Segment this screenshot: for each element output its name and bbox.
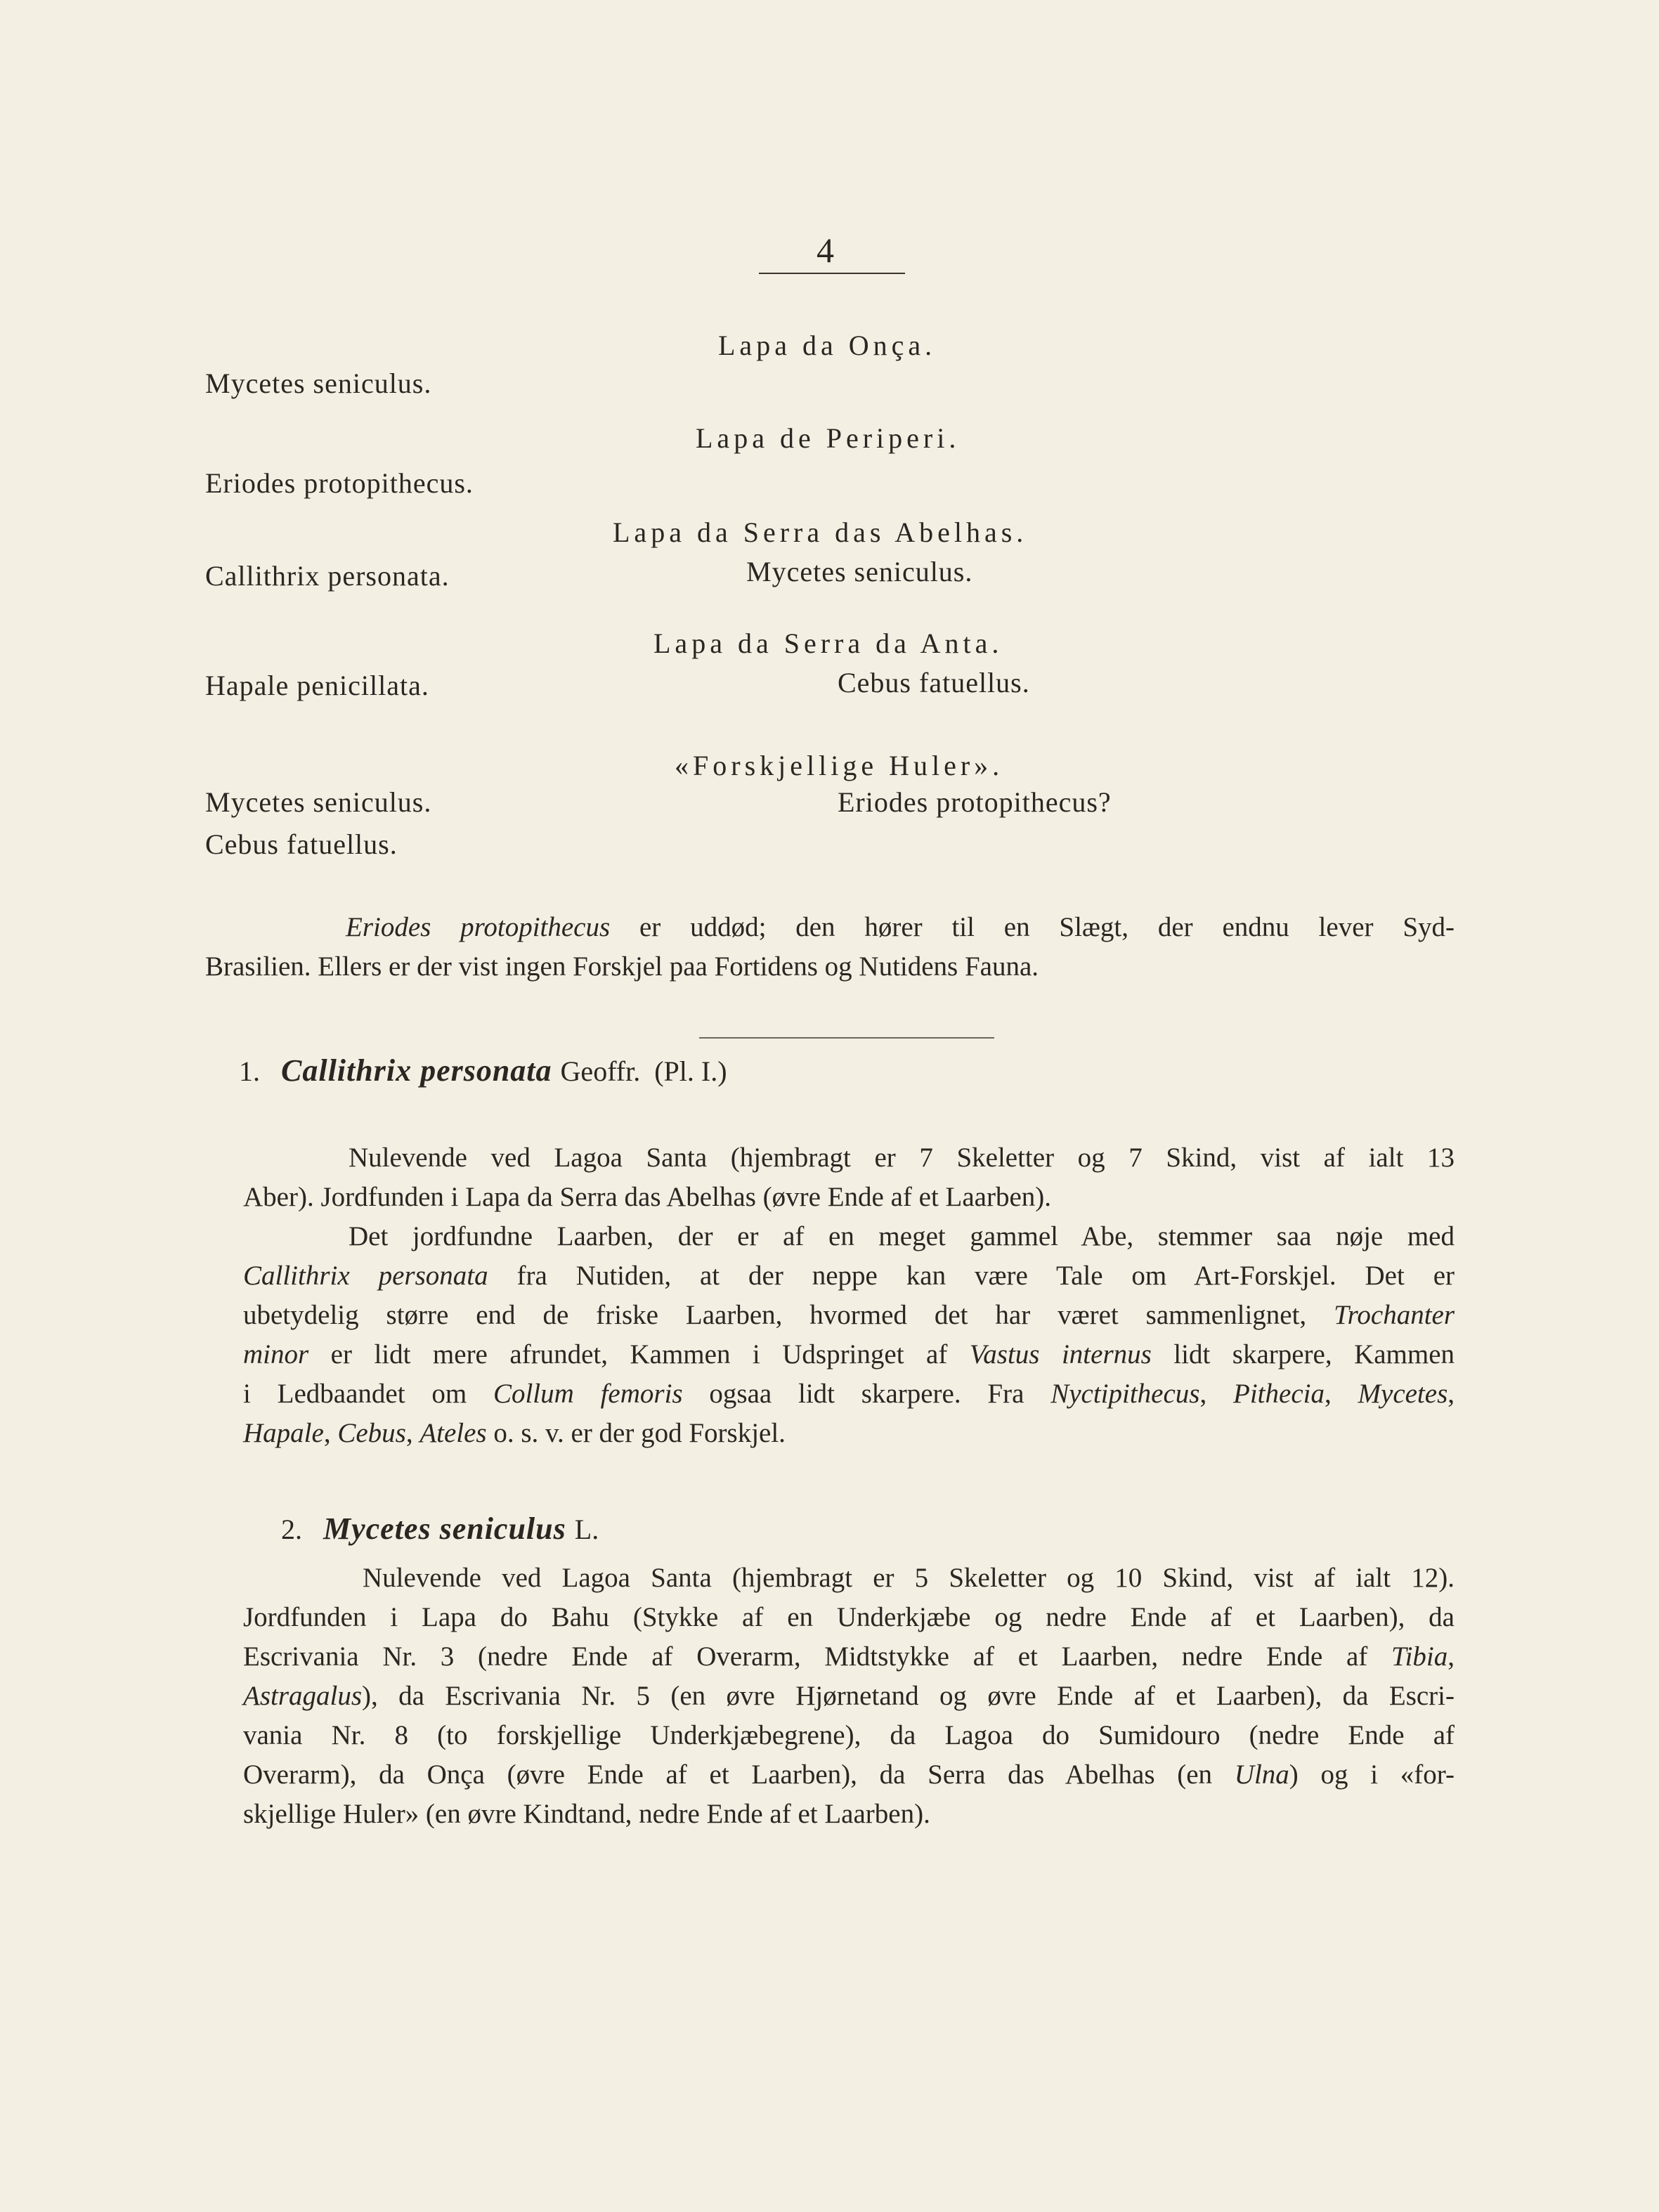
locality-lapa-da-onca: Lapa da Onça. xyxy=(718,330,937,361)
section-1-taxon: Callithrix personata xyxy=(281,1053,552,1088)
note-line-1: Eriodes protopithecus er uddød; den hører til en Slægt, der endnu lever Syd- xyxy=(346,912,1455,942)
section-1-author: Geoffr. xyxy=(560,1055,641,1087)
left-species-1: Mycetes seniculus. xyxy=(205,367,432,399)
species-huler: Eriodes protopithecus? xyxy=(838,786,1112,818)
section-2-line-5: vania Nr. 8 (to forskjellige Underkjæbegrene), da Lagoa do Sumidouro (nedre Ende af xyxy=(243,1720,1455,1750)
section-1-line-4: Callithrix personata fra Nutiden, at der neppe kan være Tale om Art-Forskjel. Det er xyxy=(243,1261,1455,1291)
section-1-number: 1. xyxy=(239,1055,260,1087)
species-abelhas: Mycetes seniculus. xyxy=(746,556,973,587)
section-2-line-2: Jordfunden i Lapa do Bahu (Stykke af en Underkjæbe og nedre Ende af et Laarben), da xyxy=(243,1602,1455,1632)
page-number: 4 xyxy=(817,230,834,270)
section-1-line-3: Det jordfundne Laarben, der er af en meget gammel Abe, stemmer saa nøje med xyxy=(349,1221,1455,1251)
section-divider xyxy=(699,1037,994,1039)
left-species-6: Cebus fatuellus. xyxy=(205,828,398,860)
section-2-author: L. xyxy=(574,1514,599,1545)
page-number-rule xyxy=(759,273,905,274)
section-1-plate: (Pl. I.) xyxy=(654,1055,727,1087)
section-2-line-7: skjellige Huler» (en øvre Kindtand, nedre Ende af et Laarben). xyxy=(243,1799,930,1829)
left-species-5: Mycetes seniculus. xyxy=(205,786,432,818)
section-1-line-7: i Ledbaandet om Collum femoris ogsaa lidt skarpere. Fra Nyctipithecus, Pithecia, Mycetes, xyxy=(243,1379,1455,1409)
section-2-taxon: Mycetes seniculus xyxy=(323,1511,566,1546)
note-line-2: Brasilien. Ellers er der vist ingen Forskjel paa Fortidens og Nutidens Fauna. xyxy=(205,951,1039,982)
left-species-3: Callithrix personata. xyxy=(205,560,450,592)
section-2-body xyxy=(243,1559,1455,1834)
section-1-line-2: Aber). Jordfunden i Lapa da Serra das Abelhas (øvre Ende af et Laarben). xyxy=(243,1182,1052,1212)
locality-lapa-de-periperi: Lapa de Periperi. xyxy=(696,422,961,454)
section-2-line-1: Nulevende ved Lagoa Santa (hjembragt er 5 Skeletter og 10 Skind, vist af ialt 12). xyxy=(363,1563,1455,1593)
section-1-heading xyxy=(239,1053,727,1088)
section-1-body xyxy=(243,1138,1455,1453)
left-species-2: Eriodes protopithecus. xyxy=(205,467,474,499)
section-1-line-1: Nulevende ved Lagoa Santa (hjembragt er 7 Skeletter og 7 Skind, vist af ialt 13 xyxy=(349,1143,1455,1173)
note-paragraph xyxy=(205,908,1455,987)
species-name-italic: Eriodes protopithecus xyxy=(346,912,611,942)
left-species-4: Hapale penicillata. xyxy=(205,670,429,701)
section-2-heading xyxy=(281,1511,599,1547)
locality-serra-das-abelhas: Lapa da Serra das Abelhas. xyxy=(613,516,1028,548)
section-2-line-6: Overarm), da Onça (øvre Ende af et Laarben), da Serra das Abelhas (en Ulna) og i «for- xyxy=(243,1759,1455,1790)
locality-serra-da-anta: Lapa da Serra da Anta. xyxy=(653,627,1003,659)
section-1-line-8: Hapale, Cebus, Ateles o. s. v. er der god Forskjel. xyxy=(243,1418,786,1448)
section-1-line-6: minor er lidt mere afrundet, Kammen i Udspringet af Vastus internus lidt skarpere, Kammen xyxy=(243,1339,1455,1370)
species-anta: Cebus fatuellus. xyxy=(838,667,1030,698)
section-2-line-4: Astragalus), da Escrivania Nr. 5 (en øvre Hjørnetand og øvre Ende af et Laarben), da Escri- xyxy=(243,1681,1455,1711)
section-2-line-3: Escrivania Nr. 3 (nedre Ende af Overarm, Midtstykke af et Laarben, nedre Ende af Tibia, xyxy=(243,1641,1455,1672)
locality-forskjellige-huler: «Forskjellige Huler». xyxy=(675,750,1004,781)
section-1-line-5: ubetydelig større end de friske Laarben, hvormed det har været sammenlignet, Trochanter xyxy=(243,1300,1455,1330)
section-2-number: 2. xyxy=(281,1514,302,1545)
